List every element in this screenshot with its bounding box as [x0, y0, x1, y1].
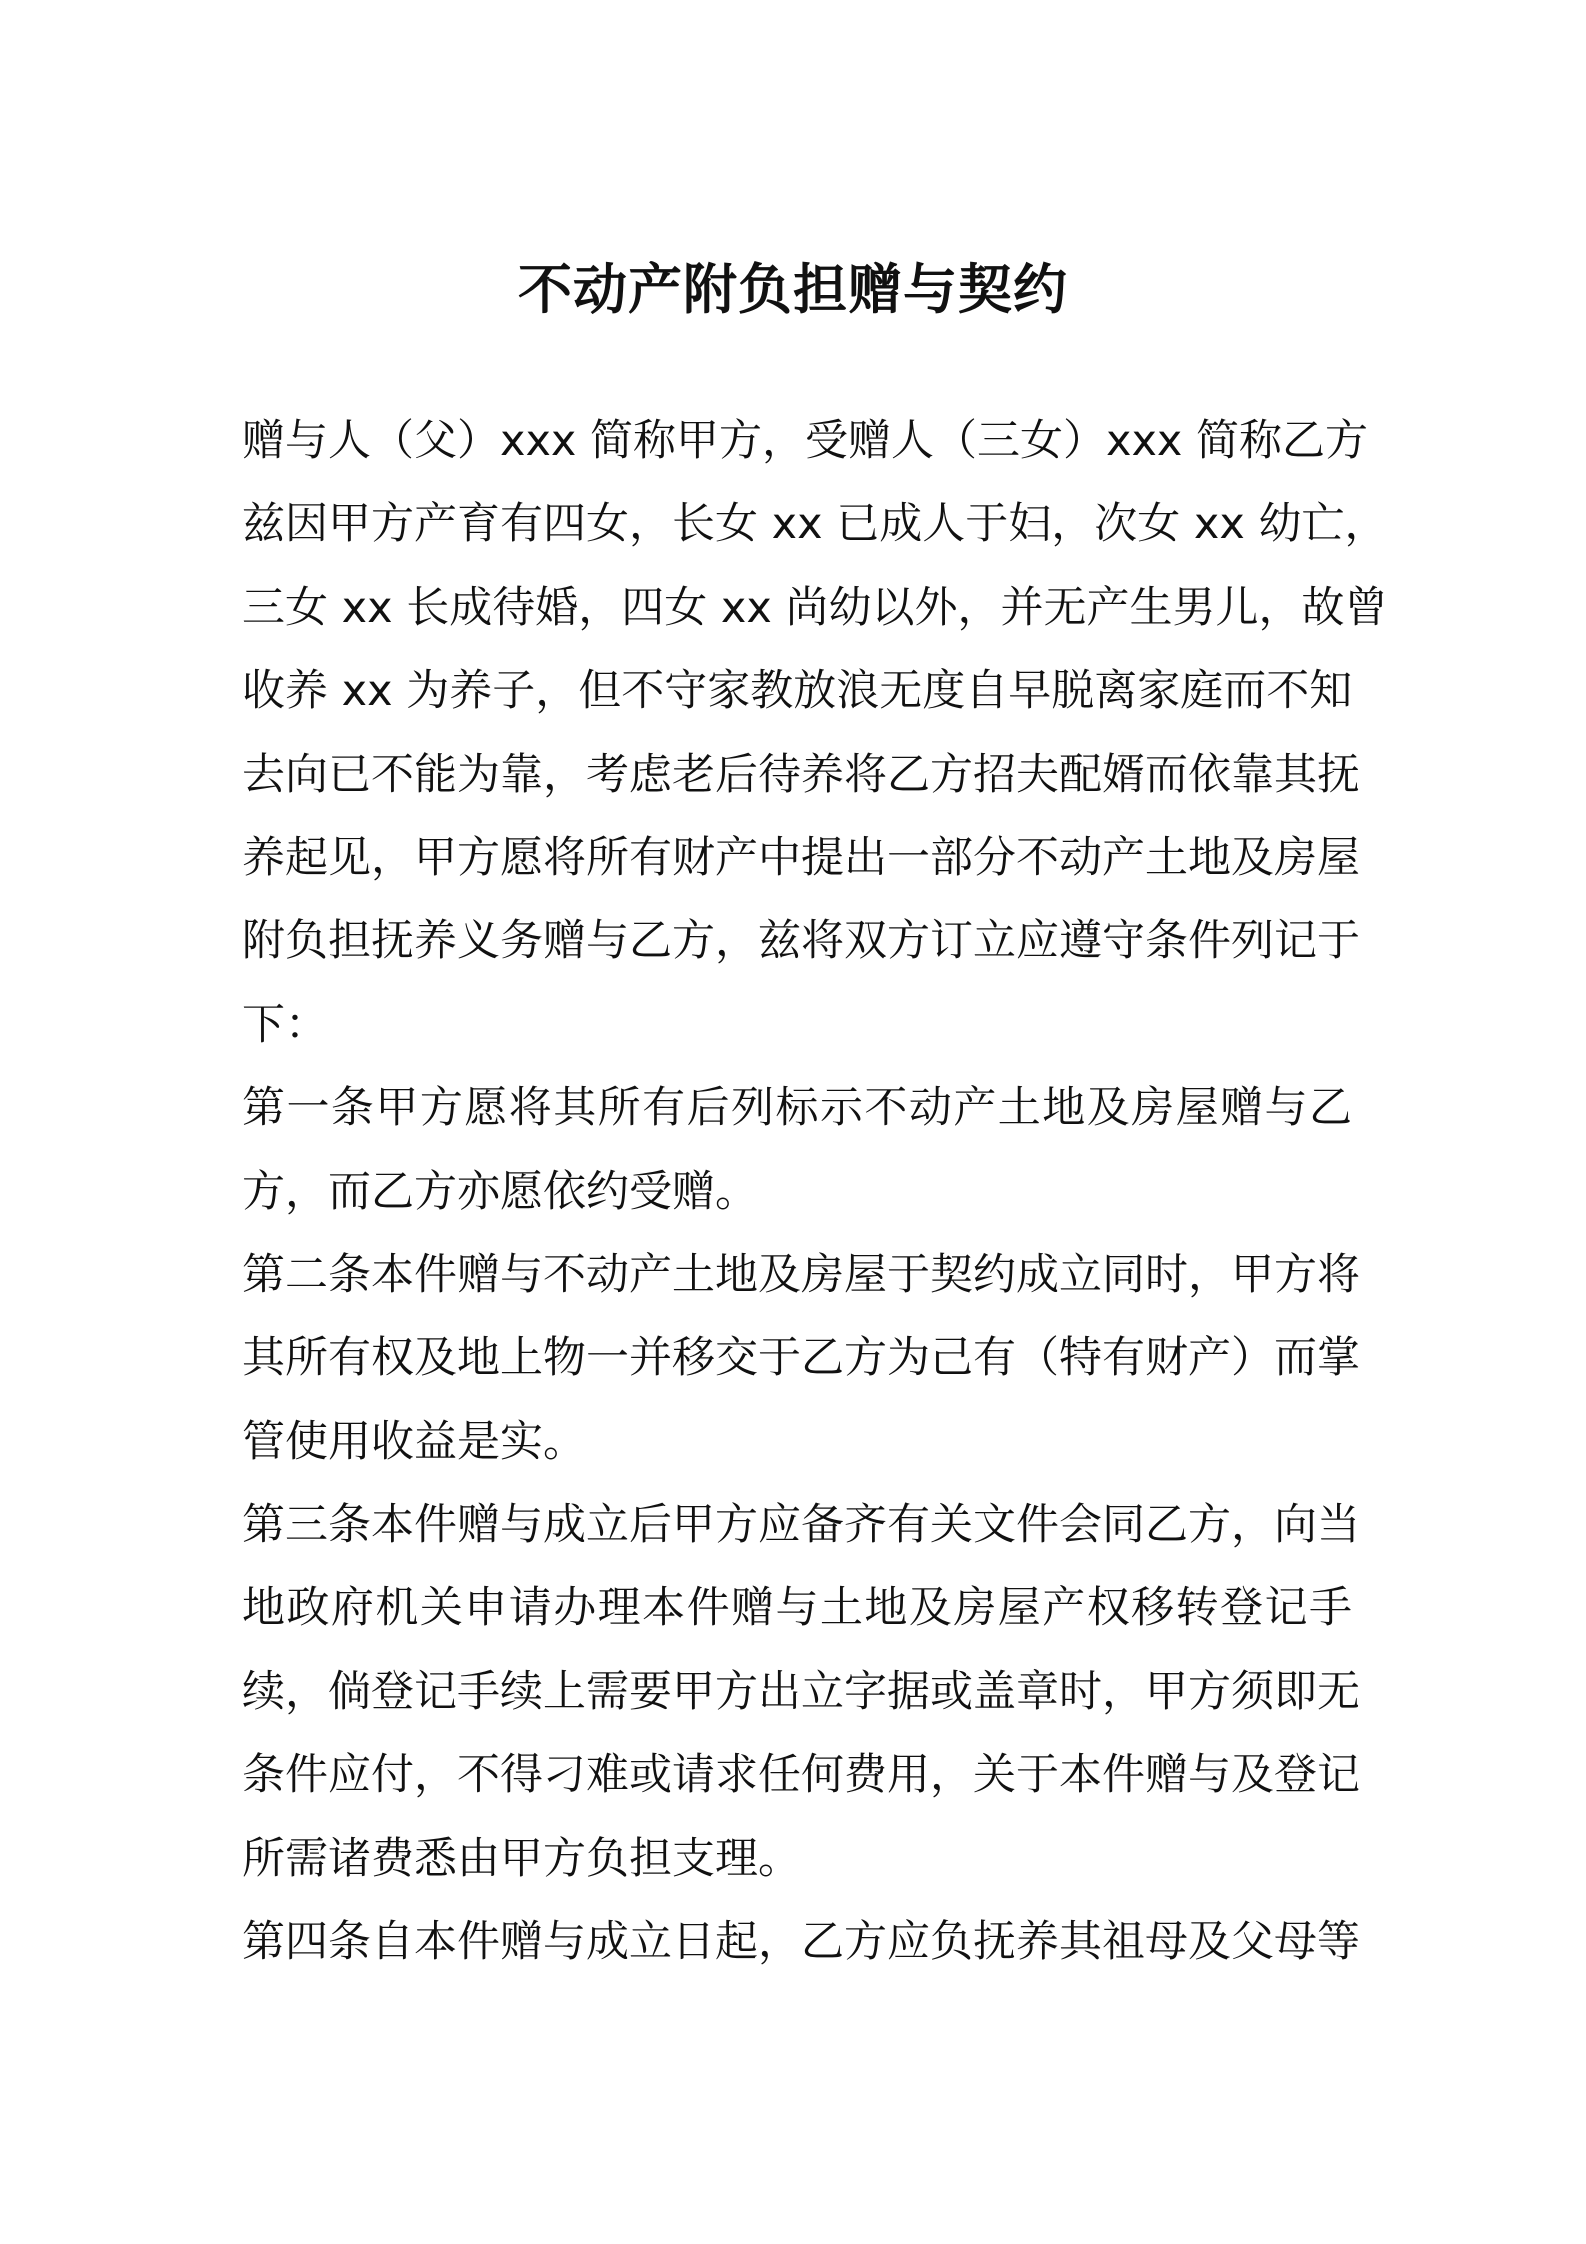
body-text-line: 其所有权及地上物一并移交于乙方为己有（特有财产）而掌	[242, 1333, 1360, 1384]
body-text-line: 地政府机关申请办理本件赠与土地及房屋产权移转登记手	[242, 1583, 1352, 1634]
body-text-line: 方，而乙方亦愿依约受赠。	[242, 1166, 758, 1217]
body-text-line: 养起见，甲方愿将所有财产中提出一部分不动产土地及房屋	[242, 832, 1360, 883]
body-text-line: 附负担抚养义务赠与乙方，兹将双方订立应遵守条件列记于	[242, 916, 1360, 967]
body-text-line: 第四条自本件赠与成立日起，乙方应负抚养其祖母及父母等	[242, 1917, 1360, 1968]
body-text-line: 兹因甲方产育有四女，长女 xx 已成人于妇，次女 xx 幼亡，	[242, 499, 1388, 550]
body-text-line: 三女 xx 长成待婚，四女 xx 尚幼以外，并无产生男儿，故曾	[242, 582, 1388, 633]
body-text-line: 所需诸费悉由甲方负担支理。	[242, 1833, 801, 1884]
body-text-line: 条件应付，不得刁难或请求任何费用，关于本件赠与及登记	[242, 1750, 1360, 1801]
body-text-line: 第三条本件赠与成立后甲方应备齐有关文件会同乙方，向当	[242, 1500, 1360, 1551]
document-body	[242, 400, 1388, 1984]
body-text-line: 赠与人（父）xxx 简称甲方，受赠人（三女）xxx 简称乙方	[242, 416, 1369, 466]
document-title: 不动产附负担赠与契约	[518, 258, 1068, 321]
body-text-line: 续，倘登记手续上需要甲方出立字据或盖章时，甲方须即无	[242, 1666, 1360, 1717]
body-text-line: 管使用收益是实。	[242, 1416, 586, 1467]
body-text-line: 第一条甲方愿将其所有后列标示不动产土地及房屋赠与乙	[242, 1083, 1352, 1134]
body-text-line: 第二条本件赠与不动产土地及房屋于契约成立同时，甲方将	[242, 1249, 1360, 1300]
body-text-line: 收养 xx 为养子，但不守家教放浪无度自早脱离家庭而不知	[242, 666, 1353, 717]
body-text-line: 下：	[242, 999, 328, 1050]
body-text-line: 去向已不能为靠，考虑老后待养将乙方招夫配婿而依靠其抚	[242, 749, 1360, 800]
